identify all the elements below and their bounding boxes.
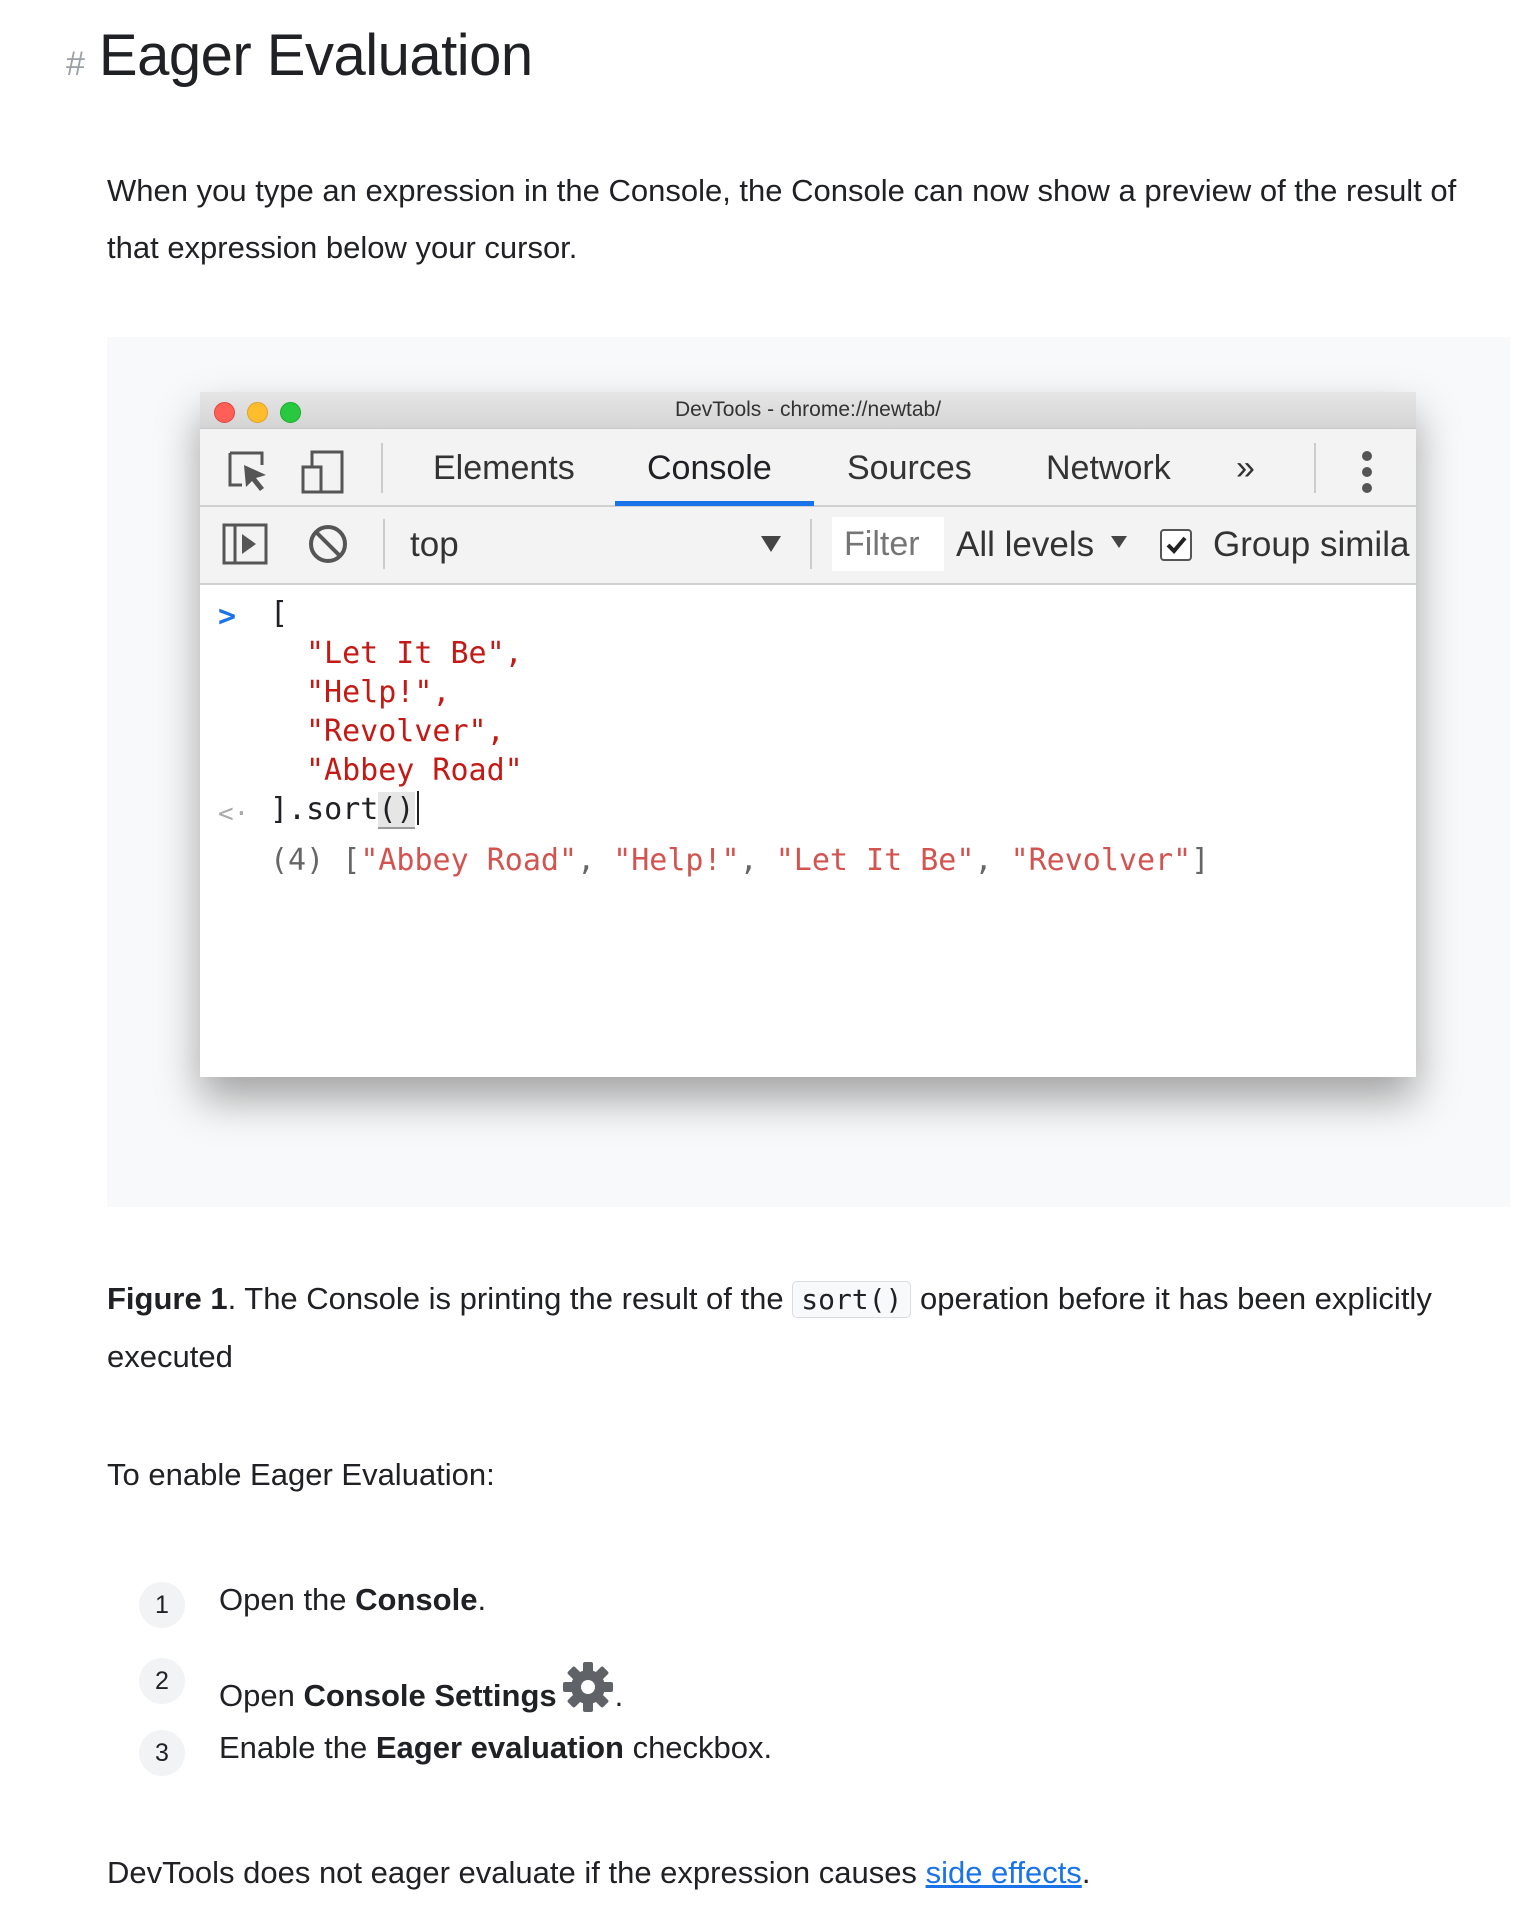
code-close: ].sort: [270, 792, 379, 827]
tab-sources[interactable]: Sources: [847, 449, 972, 487]
result-arrow-icon: <·: [218, 799, 250, 829]
result-item: "Help!": [613, 843, 740, 878]
caption-text-end: operation before it has been explicitly executed: [107, 1281, 1432, 1374]
step-text: [219, 1582, 486, 1618]
result-comma: ,: [739, 843, 758, 878]
tab-elements[interactable]: Elements: [433, 449, 575, 487]
context-selector[interactable]: top: [410, 525, 459, 564]
code-item: "Help!",: [306, 675, 451, 710]
paragraph-end: .: [1081, 1855, 1091, 1890]
active-tab-indicator: [615, 501, 814, 506]
result-count: (4): [270, 843, 325, 878]
step-text: [219, 1730, 772, 1766]
step-pre: Open: [219, 1678, 304, 1713]
step-bold: Console: [355, 1582, 478, 1617]
result-comma: ,: [974, 843, 993, 878]
side-effects-paragraph: [107, 1844, 1090, 1901]
result-comma: ,: [577, 843, 596, 878]
device-toolbar-icon[interactable]: [300, 449, 346, 495]
caption-code: sort(): [792, 1281, 911, 1318]
result-item: "Revolver": [1010, 843, 1192, 878]
window-title: DevTools - chrome://newtab/: [674, 398, 942, 421]
step-text: [219, 1660, 623, 1714]
text-cursor: [417, 791, 419, 825]
tab-network[interactable]: Network: [1046, 449, 1171, 487]
step-bold: Eager evaluation: [375, 1730, 624, 1765]
context-dropdown-icon[interactable]: [760, 535, 782, 553]
code-item: "Revolver",: [306, 714, 505, 749]
group-similar-label: Group simila: [1213, 525, 1410, 564]
code-parens: (): [378, 792, 415, 827]
group-similar-checkbox[interactable]: [1160, 529, 1192, 561]
section-heading: [66, 22, 533, 89]
tab-separator: [381, 443, 383, 493]
console-output[interactable]: [200, 585, 1416, 1078]
step-bold: Console Settings: [303, 1678, 557, 1713]
step-post: .: [477, 1582, 487, 1617]
side-effects-link[interactable]: side effects: [925, 1855, 1082, 1890]
filter-input[interactable]: Filter: [832, 517, 944, 571]
clear-console-icon[interactable]: [307, 523, 349, 565]
devtools-tabbar: [200, 429, 1416, 507]
more-tabs-chevron-icon[interactable]: »: [1236, 449, 1255, 487]
figure-panel: [107, 337, 1510, 1207]
anchor-link[interactable]: #: [66, 45, 85, 83]
console-toolbar: [200, 507, 1416, 585]
inspect-element-icon[interactable]: [226, 449, 272, 495]
log-levels-dropdown[interactable]: All levels: [956, 525, 1095, 564]
toolbar-separator: [810, 519, 812, 569]
step-number: 3: [139, 1730, 185, 1776]
caption-text: . The Console is printing the result of the: [227, 1281, 793, 1316]
result-close-bracket: ]: [1191, 843, 1210, 878]
step-pre: Open the: [219, 1582, 356, 1617]
code-item: "Let It Be",: [306, 636, 523, 671]
prompt-chevron-icon: >: [218, 599, 237, 634]
window-titlebar: [200, 392, 1416, 429]
step-pre: Enable the: [219, 1730, 376, 1765]
result-open-bracket: [: [342, 843, 361, 878]
tab-console[interactable]: Console: [647, 449, 772, 487]
settings-gear-icon: [561, 1660, 615, 1714]
result-item: "Abbey Road": [360, 843, 578, 878]
levels-dropdown-icon[interactable]: [1110, 535, 1128, 549]
code-close-line: [270, 791, 419, 829]
code-open-bracket: [: [270, 596, 289, 631]
toolbar-separator: [383, 519, 385, 569]
intro-paragraph: When you type an expression in the Console, the Console can now show a preview of the result of that expression below your cursor.: [107, 173, 1457, 265]
eager-result-preview: [270, 842, 1209, 880]
step-post: checkbox.: [623, 1730, 773, 1765]
sidebar-toggle-icon[interactable]: [222, 523, 268, 565]
result-item: "Let It Be": [775, 843, 975, 878]
tab-separator: [1314, 443, 1316, 493]
more-options-icon[interactable]: [1360, 449, 1374, 495]
figure-caption: [107, 1270, 1527, 1385]
page-title: Eager Evaluation: [98, 23, 533, 88]
caption-label: Figure 1: [107, 1281, 228, 1316]
step-post: .: [614, 1678, 624, 1713]
checkmark-icon: [1162, 531, 1190, 559]
step-number: 2: [139, 1658, 185, 1704]
enable-intro: To enable Eager Evaluation:: [107, 1457, 495, 1492]
step-number: 1: [139, 1582, 185, 1628]
devtools-window: [200, 392, 1416, 1077]
paragraph-text: DevTools does not eager evaluate if the expression causes: [107, 1855, 926, 1890]
code-item: "Abbey Road": [306, 753, 523, 788]
